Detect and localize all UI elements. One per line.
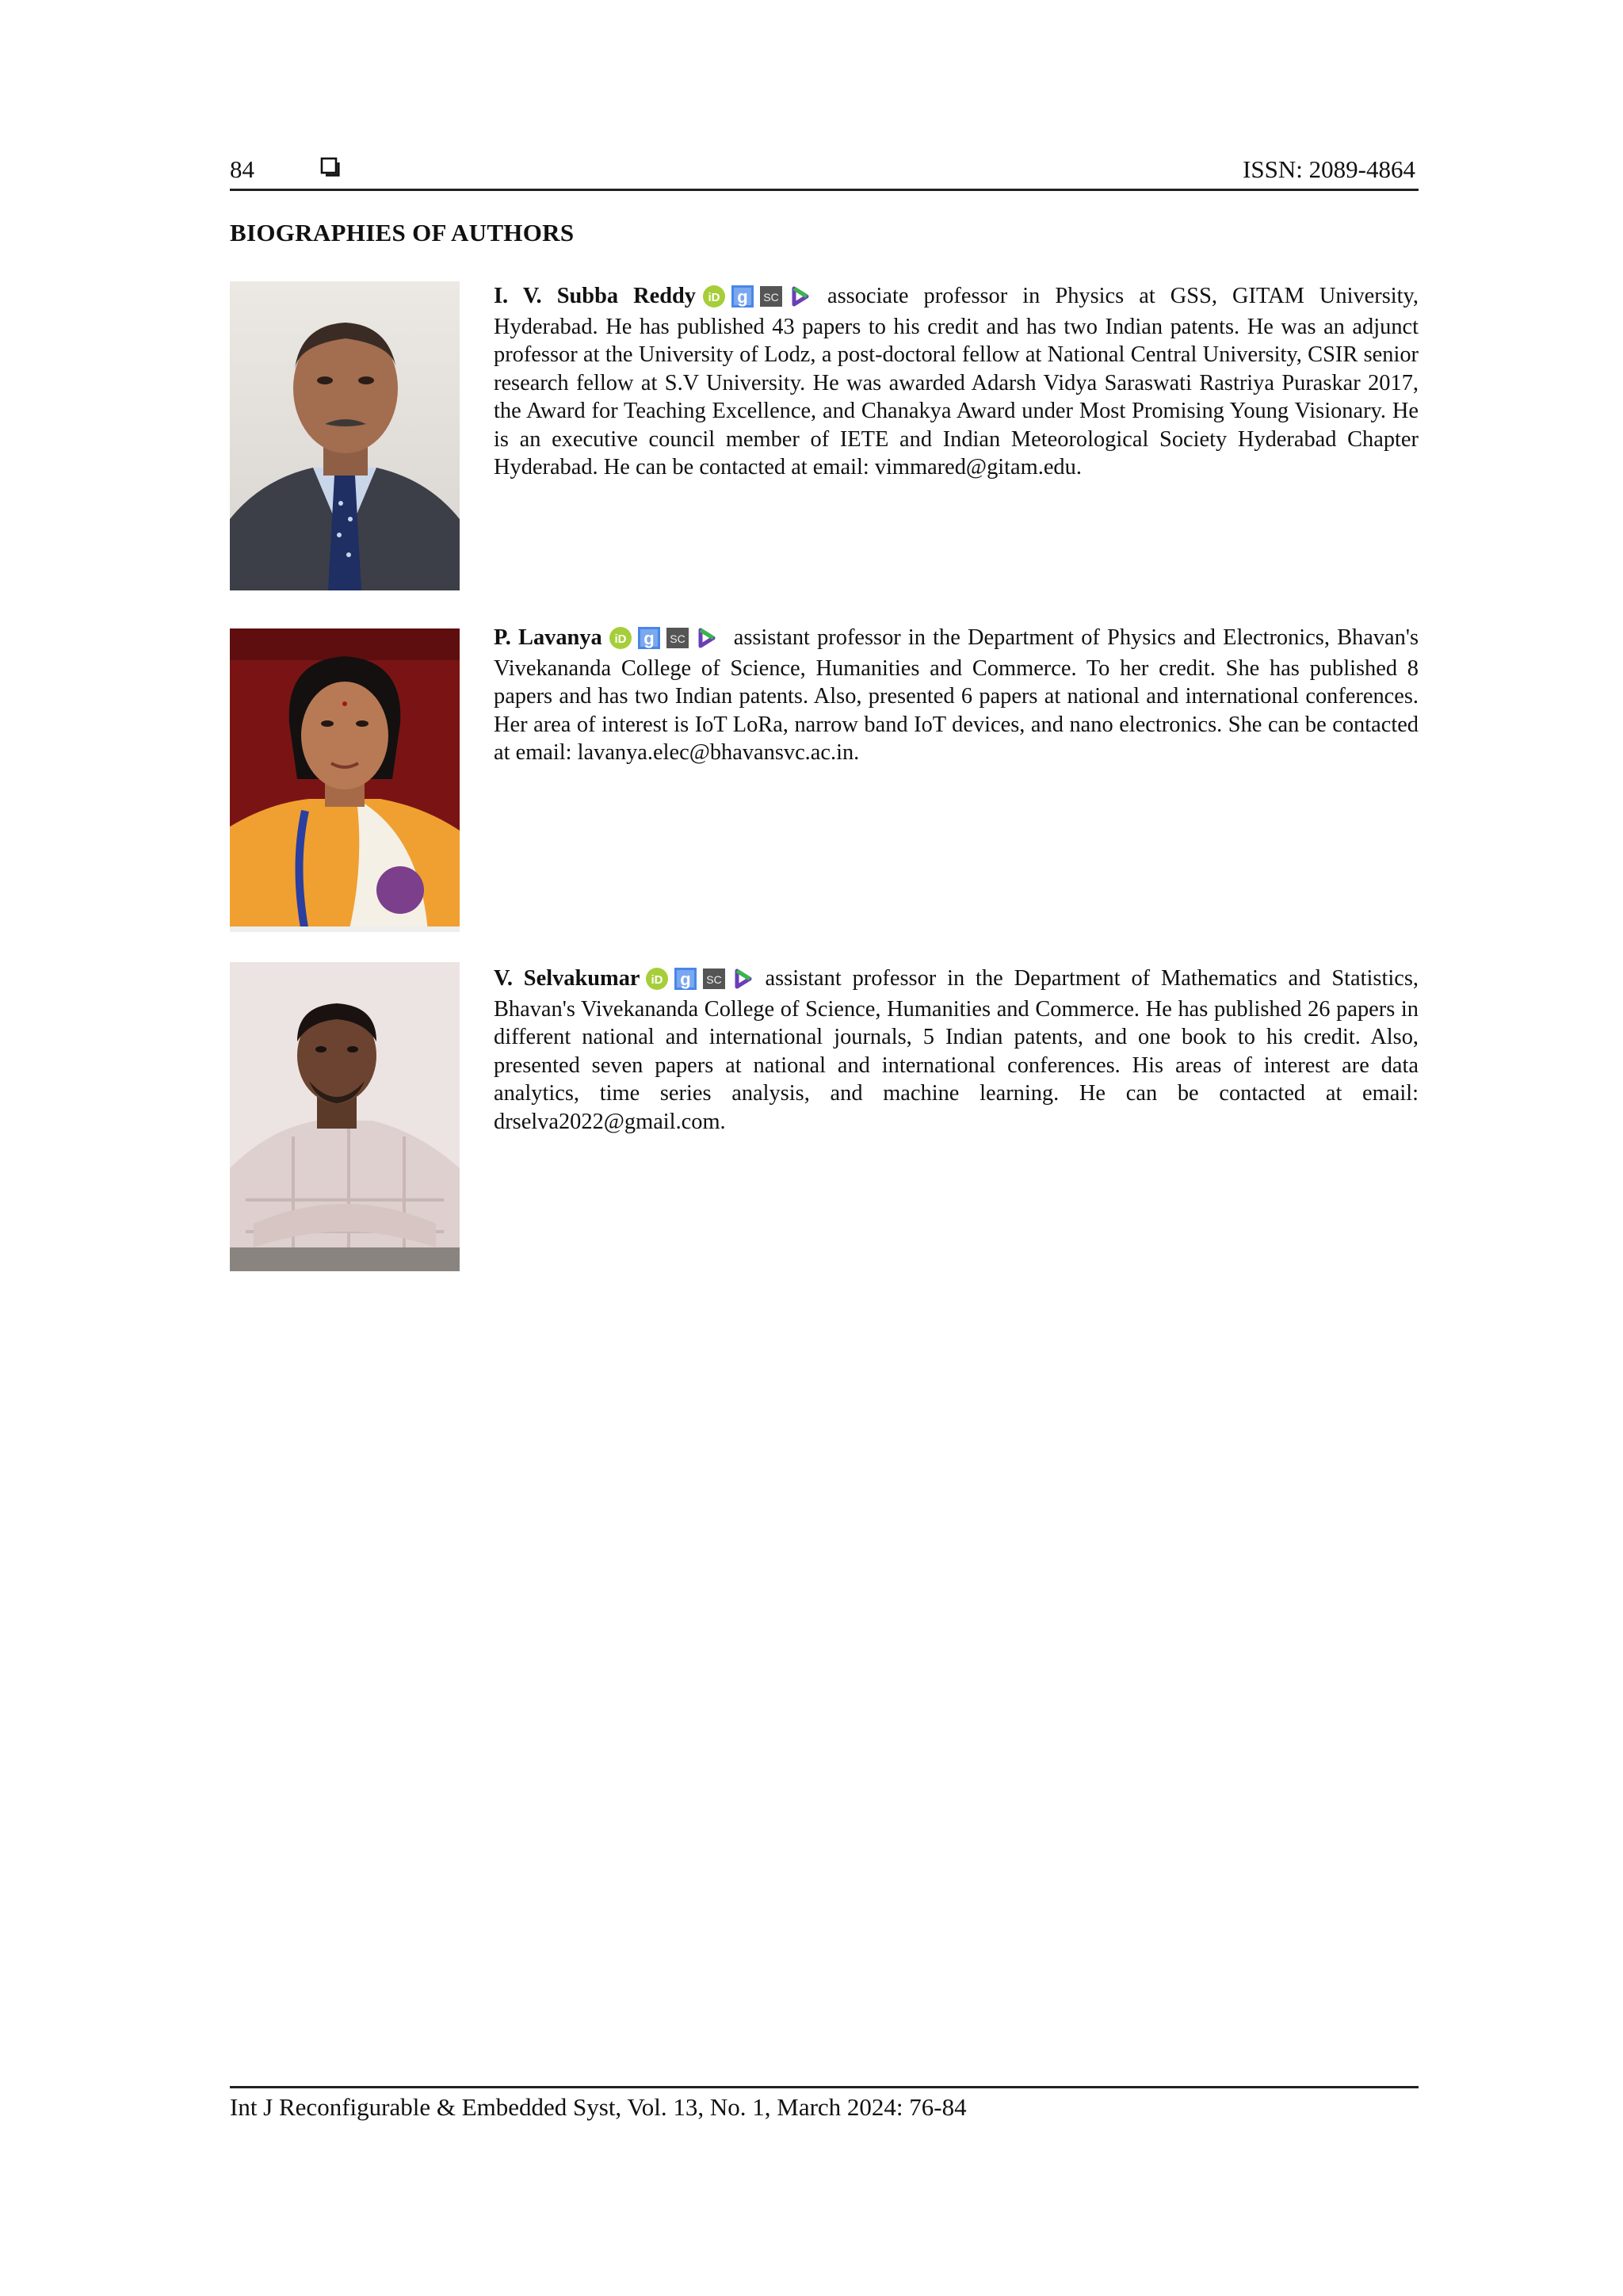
svg-text:SC: SC — [705, 973, 722, 986]
orcid-icon[interactable] — [702, 285, 726, 308]
svg-text:g: g — [643, 628, 655, 648]
author-name: V. Selvakumar — [494, 966, 640, 991]
checkbox-square-icon — [320, 157, 341, 178]
google-scholar-icon[interactable] — [637, 626, 661, 650]
svg-text:iD: iD — [614, 632, 627, 646]
scopus-icon[interactable] — [759, 285, 783, 308]
orcid-icon[interactable] — [645, 967, 669, 991]
author-bio-selvakumar — [494, 965, 1419, 1136]
publons-icon[interactable] — [731, 967, 754, 991]
svg-text:g: g — [679, 969, 691, 989]
scopus-icon[interactable] — [702, 967, 726, 991]
author-photo-subba-reddy — [230, 281, 460, 590]
profile-icons — [645, 967, 759, 995]
author-bio-lavanya — [494, 624, 1419, 767]
author-photo-lavanya — [230, 628, 460, 932]
section-title: BIOGRAPHIES OF AUTHORS — [230, 219, 575, 246]
google-scholar-icon[interactable] — [731, 285, 754, 308]
page-header — [230, 152, 1419, 191]
author-bio-text: assistant professor in the Department of Mathematics and Statistics, Bhavan's Vivekananda College of Science, Humanities and Commerce. He has published 26 papers in different national and international journals, 5 Indian patents, and one book to his credit. Also, presented seven papers at national and international conferences. His areas of interest are data analytics, time series analysis, and machine learning. He can be contacted at email: drselva2022@gmail.com. — [494, 966, 1419, 1134]
profile-icons — [609, 626, 723, 655]
issn: ISSN: 2089-4864 — [1243, 155, 1415, 183]
scopus-icon[interactable] — [666, 626, 689, 650]
publons-icon[interactable] — [788, 285, 812, 308]
author-bio-subba-reddy — [494, 282, 1419, 482]
svg-text:SC: SC — [669, 632, 685, 645]
author-bio-text: associate professor in Physics at GSS, GITAM University, Hyderabad. He has published 43 papers to his credit and has two Indian patents. He was an adjunct professor at the University of Lodz, a post-doctoral fellow at National Central University, CSIR senior research fellow at S.V University. He was awarded Adarsh Vidya Saraswati Rastriya Puraskar 2017, the Award for Teaching Excellence, and Chanakya Award under Most Promising Young Visionary. He is an executive council member of IETE and Indian Meteorological Society Hyderabad Chapter Hyderabad. He can be contacted at email: vimmared@gitam.edu. — [494, 284, 1419, 479]
author-photo-selvakumar — [230, 962, 460, 1271]
svg-text:g: g — [737, 287, 748, 307]
author-name: I. V. Subba Reddy — [494, 284, 697, 308]
profile-icons — [702, 285, 816, 313]
author-bio-text: assistant professor in the Department of Physics and Electronics, Bhavan's Vivekananda College of Science, Humanities and Commerce. To her credit. She has published 8 papers and has two Indian patents. Also, presented 6 papers at national and international conferences. Her area of interest is IoT LoRa, narrow band IoT devices, and nano electronics. She can be contacted at email: lavanya.elec@bhavansvc.ac.in. — [494, 625, 1419, 765]
svg-text:iD: iD — [708, 291, 720, 304]
page-number: 84 — [230, 155, 254, 183]
orcid-icon[interactable] — [609, 626, 632, 650]
publons-icon[interactable] — [694, 626, 718, 650]
svg-text:iD: iD — [651, 973, 663, 987]
journal-citation: Int J Reconfigurable & Embedded Syst, Vol. 13, No. 1, March 2024: 76-84 — [230, 2093, 967, 2121]
google-scholar-icon[interactable] — [674, 967, 697, 991]
svg-text:SC: SC — [763, 291, 779, 304]
author-name: P. Lavanya — [494, 625, 602, 650]
page-footer — [230, 2086, 1419, 2122]
